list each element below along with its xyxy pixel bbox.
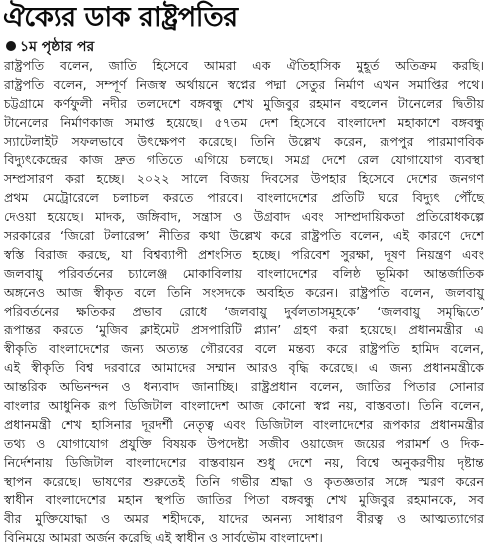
body-line: প্রথম মেট্রোরেলে চলাচল করতে পারবে। বাংলাদেশের প্রতিটি ঘরে বিদ্যুৎ পৌঁছে [4,190,484,206]
body-line: নির্দেশনায় ডিজিটাল বাংলাদেশের বাস্তবায়ন শুধু দেশে নয়, বিশ্বে অনুকরণীয় দৃষ্টান্ত [4,454,484,470]
article-body [4,57,484,548]
body-line: বীর মুক্তিযোদ্ধা ও অমর শহীদকে, যাদের অনন্য সাধারণ বীরত্ব ও আত্মত্যাগের [4,511,484,527]
body-line: পরিবর্তনের ক্ষতিকর প্রভাব রোধে ‘জলবায়ু দুর্বলতাসমূহকে’ ‘জলবায়ু সমৃদ্ধিতে’ [4,303,484,319]
body-line: প্রধানমন্ত্রী শেখ হাসিনার দূরদর্শী নেতৃত্ব এবং ডিজিটাল বাংলাদেশের রূপকার প্রধানমন্ত্রীর [4,416,484,432]
continued-from-text: ১ম পৃষ্ঠার পর [20,39,95,55]
continued-from-label [6,38,94,56]
body-line: স্থাপন করেছে। ভাষণের শুরুতেই তিনি গভীর শ্রদ্ধা ও কৃতজ্ঞতার সঙ্গে স্মরণ করেন [4,473,484,489]
body-line: দেওয়া হয়েছে। মাদক, জঙ্গিবাদ, সন্ত্রাস ও উগ্রবাদ এবং সাম্প্রদায়িকতা প্রতিরোধকল্পে [4,209,484,225]
body-line: সরকারের ‘জিরো টলারেন্স’ নীতির কথা উল্লেখ করে রাষ্ট্রপতি বলেন, এই কারণে দেশে [4,228,484,244]
body-line: টানেলের নির্মাণকাজ সমাপ্ত হয়েছে। ৫৭তম দেশ হিসেবে বাংলাদেশ মহাকাশে বঙ্গবন্ধু [4,114,484,130]
body-line: বাংলার আধুনিক রূপ ডিজিটাল বাংলাদেশ আজ কোনো স্বপ্ন নয়, বাস্তবতা। তিনি বলেন, [4,398,484,414]
body-line: আন্তরিক অভিনন্দন ও ধন্যবাদ জানাচ্ছি। রাষ্ট্রপ্রধান বলেন, জাতির পিতার সোনার [4,379,484,395]
body-line: রাষ্ট্রপতি বলেন, সম্পূর্ণ নিজস্ব অর্থায়নে স্বপ্নের পদ্মা সেতুর নির্মাণ এখন সমাপ্তির পথে। [4,76,484,92]
body-line: অঙ্গনেও আজ স্বীকৃত বলে তিনি সংসদকে অবহিত করেন। রাষ্ট্রপতি বলেন, জলবায়ু [4,284,484,300]
body-line: স্যাটেলাইট সফলভাবে উৎক্ষেপণ করেছে। তিনি উল্লেখ করেন, রূপপুর পারমাণবিক [4,133,484,149]
body-line: চট্টগ্রামে কর্ণফুলী নদীর তলদেশে বঙ্গবন্ধু শেখ মুজিবুর রহমান বহুলেন টানেলের দ্বিতীয় [4,95,484,111]
body-line: সম্প্রসারণ করা হচ্ছে। ২০২২ সালে বিজয় দিবসের উপহার হিসেবে দেশের জনগণ [4,171,484,187]
article-headline: ঐক্যের ডাক রাষ্ট্রপতির [3,2,238,33]
body-line: জলবায়ু পরিবর্তনের চ্যালেঞ্জ মোকাবিলায় বাংলাদেশের বলিষ্ঠ ভূমিকা আন্তর্জাতিক [4,265,484,281]
body-line: রূপান্তর করতে ‘মুজিব ক্লাইমেট প্রসপারিটি প্ল্যান’ গ্রহণ করা হয়েছে। প্রধানমন্ত্রীর এ [4,322,484,338]
body-line: স্বস্তি বিরাজ করছে, যা বিশ্বব্যাপী প্রশংসিত হচ্ছে। পরিবেশ সুরক্ষা, দূষণ নিয়ন্ত্রণ এবং [4,246,484,262]
body-line: বিদ্যুৎকেন্দ্রের কাজ দ্রুত গতিতে এগিয়ে চলছে। সমগ্র দেশে রেল যোগাযোগ ব্যবস্থা [4,152,484,168]
body-line: তথ্য ও যোগাযোগ প্রযুক্তি বিষয়ক উপদেষ্টা সজীব ওয়াজেদ জয়ের পরামর্শ ও দিক- [4,435,484,451]
body-line: এই স্বীকৃতি বিশ্ব দরবারে আমাদের সম্মান আরও বৃদ্ধি করেছে। এ জন্য প্রধানমন্ত্রীকে [4,360,484,376]
body-line: বিনিময়ে আমরা অর্জন করেছি এই স্বাধীন ও সার্বভৌম বাংলাদেশ। [4,530,323,546]
bullet-icon [6,41,16,51]
body-line: স্বাধীন বাংলাদেশের মহান স্থপতি জাতির পিতা বঙ্গবন্ধু শেখ মুজিবুর রহমানকে, সব [4,492,484,508]
body-line: স্বীকৃতি বাংলাদেশের জন্য অত্যন্ত গৌরবের বলে মন্তব্য করে রাষ্ট্রপতি হামিদ বলেন, [4,341,484,357]
body-line: রাষ্ট্রপতি বলেন, জাতি হিসেবে আমরা এক ঐতিহাসিক মুহূর্ত অতিক্রম করছি। [4,58,484,73]
